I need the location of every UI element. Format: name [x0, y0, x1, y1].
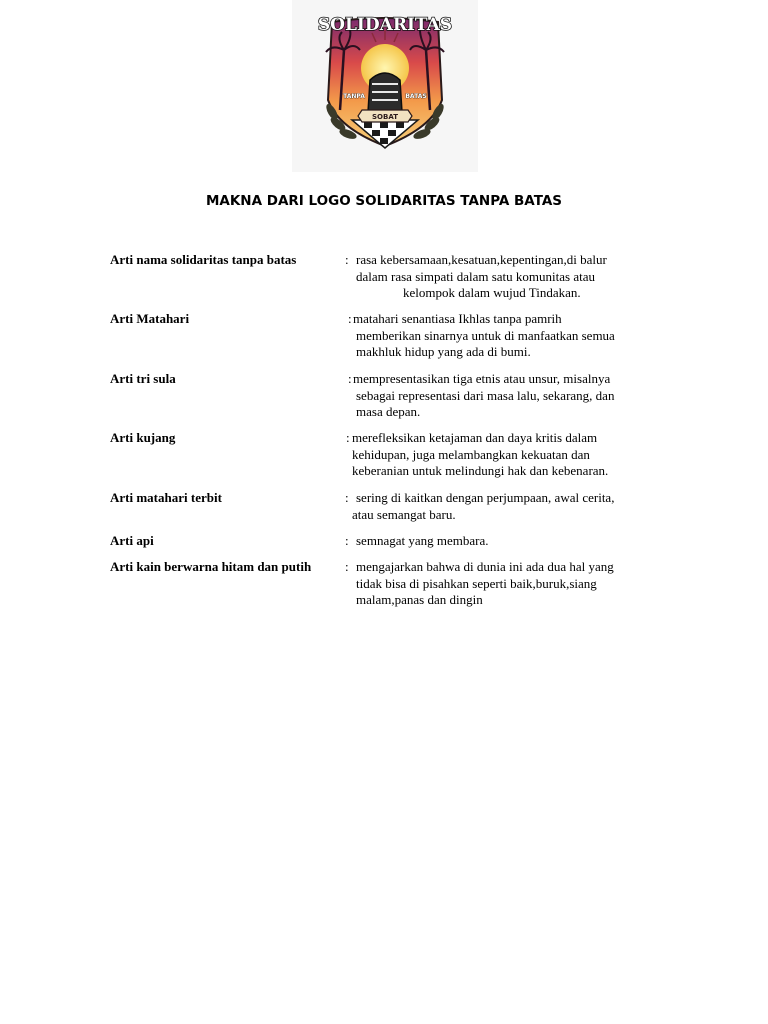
entry-term: Arti tri sula: [110, 371, 176, 386]
logo-emblem-icon: [292, 0, 478, 172]
entry-definition: [352, 490, 652, 523]
entry-term: Arti nama solidaritas tanpa batas: [110, 252, 297, 267]
entry-term: Arti matahari terbit: [110, 490, 222, 505]
entry-colon: :: [345, 559, 349, 574]
entry-colon: :: [345, 533, 349, 548]
entry-definition: [356, 559, 656, 609]
definition-line: rasa kebersamaan,kesatuan,kepentingan,di balur: [356, 252, 607, 267]
entry-term: Arti Matahari: [110, 311, 190, 326]
logo-banner-text: SOBAT: [372, 113, 398, 121]
definition-line: tidak bisa di pisahkan seperti baik,buruk,siang: [356, 575, 597, 591]
entry-colon: :: [348, 371, 352, 386]
definition-line: kehidupan, juga melambangkan kekuatan dan: [352, 446, 590, 462]
entry-term: Arti kujang: [110, 430, 176, 445]
definition-line: memberikan sinarnya untuk di manfaatkan semua: [356, 327, 615, 343]
page-title: MAKNA DARI LOGO SOLIDARITAS TANPA BATAS: [205, 193, 563, 209]
definition-line: keberanian untuk melindungi hak dan kebenaran.: [352, 463, 609, 478]
entry-term: Arti api: [110, 533, 154, 548]
entry-colon: :: [348, 311, 352, 326]
definition-line: sering di kaitkan dengan perjumpaan, awal cerita,: [356, 490, 615, 505]
definition-line: dalam rasa simpati dalam satu komunitas atau: [356, 268, 595, 284]
entry-definition: [356, 533, 656, 550]
entry-definition: [356, 252, 656, 302]
definition-line: matahari senantiasa Ikhlas tanpa pamrih: [353, 311, 562, 326]
definition-line: sebagai representasi dari masa lalu, sekarang, dan: [356, 387, 615, 403]
logo-right-text: BATAS: [405, 93, 427, 100]
definition-line: semnagat yang membara.: [356, 533, 489, 548]
definition-line: malam,panas dan dingin: [356, 592, 483, 607]
logo-top-text: SOLIDARITAS: [317, 15, 453, 35]
entry-definition: [353, 311, 653, 361]
definition-line: mengajarkan bahwa di dunia ini ada dua hal yang: [356, 559, 614, 574]
entry-definition: [352, 430, 652, 480]
definition-line: masa depan.: [356, 404, 421, 419]
entry-term: Arti kain berwarna hitam dan putih: [110, 559, 312, 574]
definition-line: atau semangat baru.: [352, 506, 456, 522]
entry-colon: :: [345, 252, 349, 267]
definition-line: mempresentasikan tiga etnis atau unsur, misalnya: [353, 371, 611, 386]
entry-colon: :: [346, 430, 350, 445]
definition-line: kelompok dalam wujud Tindakan.: [403, 285, 581, 300]
entry-colon: :: [345, 490, 349, 505]
solidaritas-logo: [292, 0, 478, 172]
definition-line: makhluk hidup yang ada di bumi.: [356, 344, 531, 359]
logo-left-text: TANPA: [343, 93, 365, 100]
definition-line: merefleksikan ketajaman dan daya kritis dalam: [352, 430, 598, 445]
entry-definition: [353, 371, 653, 421]
